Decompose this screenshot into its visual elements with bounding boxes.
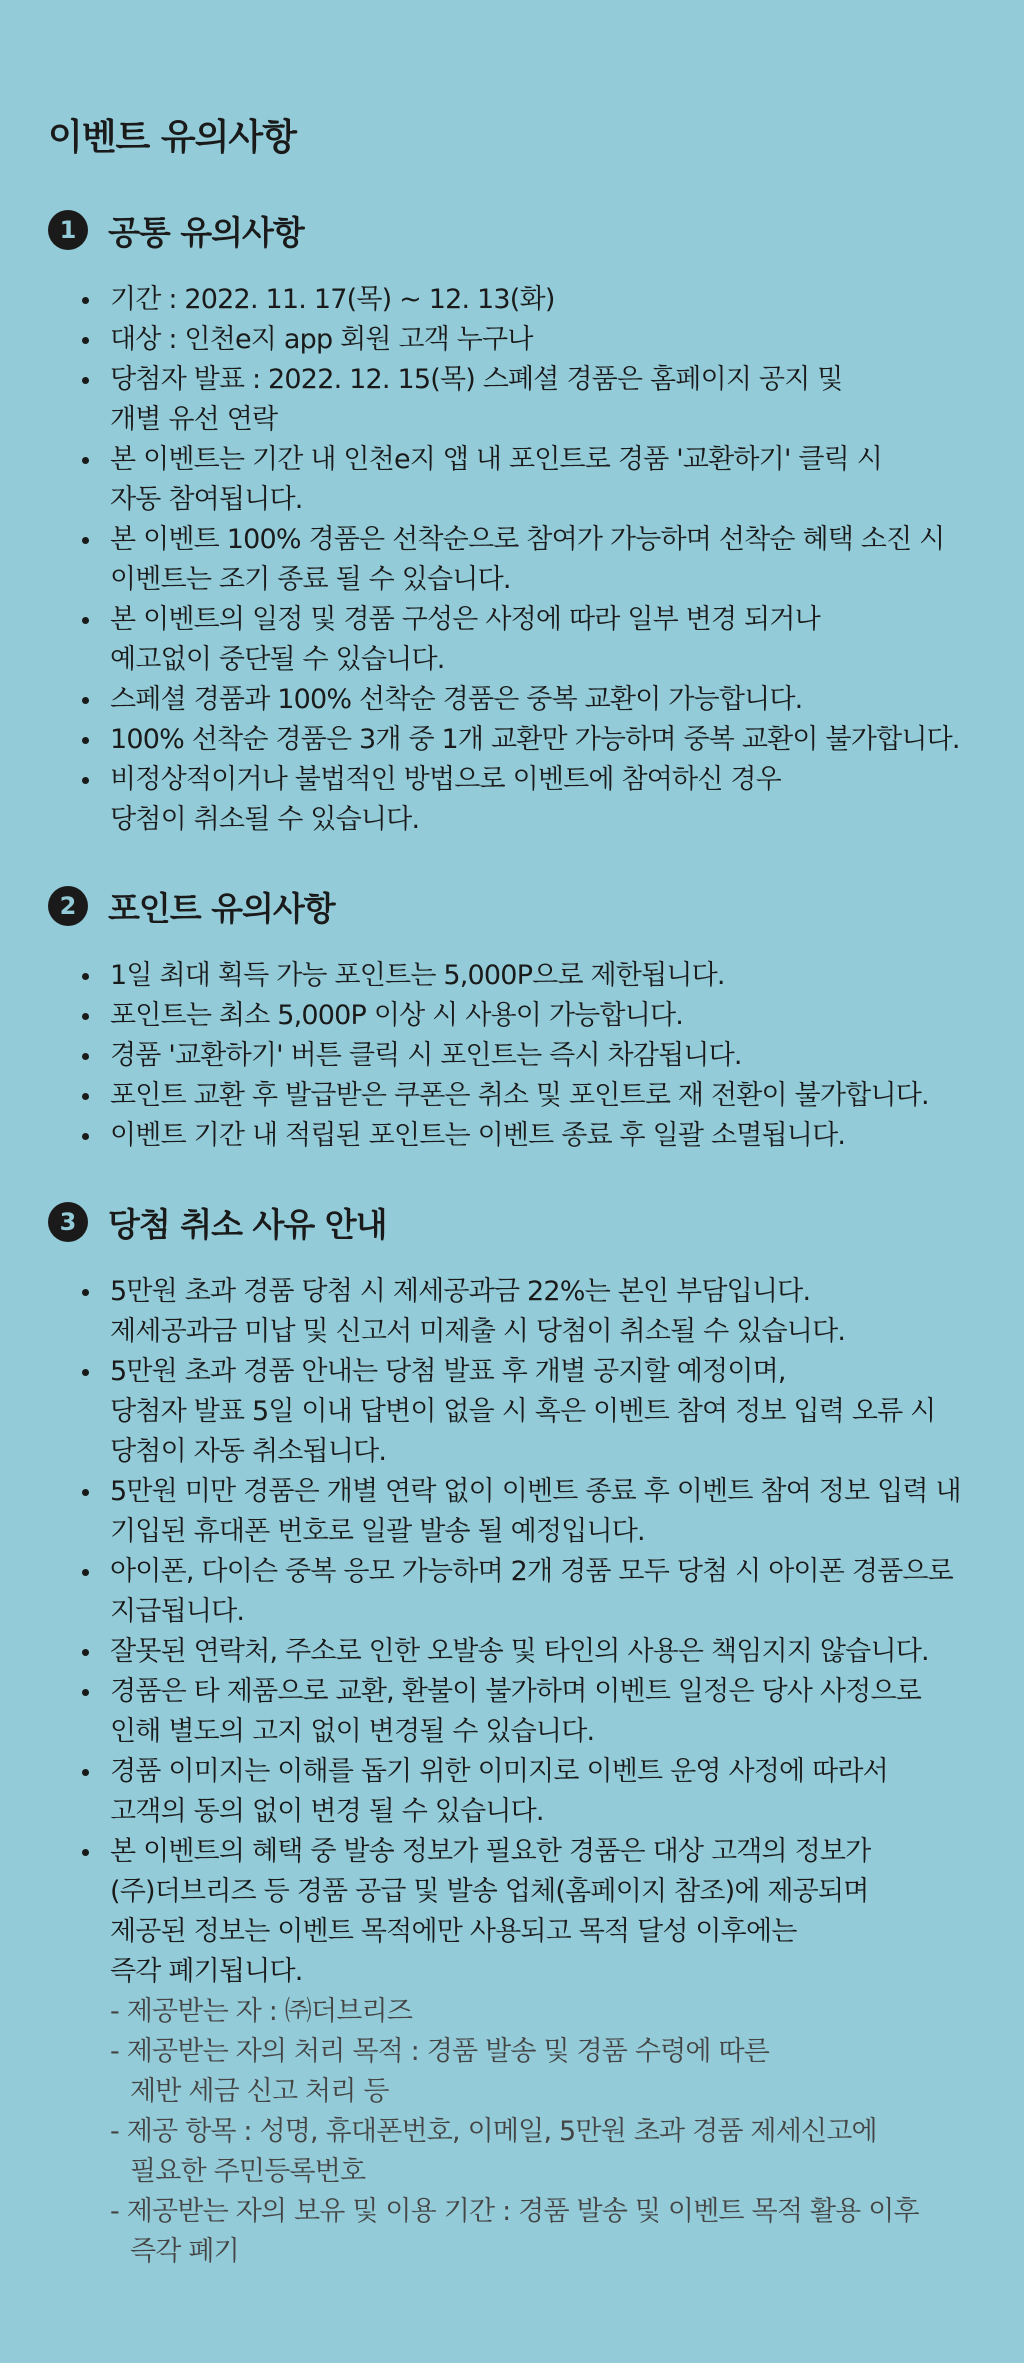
section-header [48,204,984,256]
list-item: 본 이벤트 100% 경품은 선착순으로 참여가 가능하며 선착순 혜택 소진 시 이벤트는 조기 종료 될 수 있습니다. [80,520,984,600]
list-item: 경품 이미지는 이해를 돕기 위한 이미지로 이벤트 운영 사정에 따라서 고객의 동의 없이 변경 될 수 있습니다. [80,1752,984,1832]
page-title: 이벤트 유의사항 [48,117,296,158]
list-item: 포인트 교환 후 발급받은 쿠폰은 취소 및 포인트로 재 전환이 불가합니다. [80,1076,984,1116]
sub-list [80,1992,984,2272]
list-item: 경품은 타 제품으로 교환, 환불이 불가하며 이벤트 일정은 당사 사정으로 인해 별도의 고지 없이 변경될 수 있습니다. [80,1672,984,1752]
sub-list-item: - 제공받는 자 : ㈜더브리즈 [110,1996,413,2027]
section-header [48,880,984,932]
number-badge: 1 [48,210,88,250]
sub-list-item: - 제공받는 자의 처리 목적 : 경품 발송 및 경품 수령에 따른 제반 세금 신고 처리 등 [110,2036,770,2107]
section-title: 공통 유의사항 [108,212,304,252]
section-title: 당첨 취소 사유 안내 [108,1204,387,1244]
list-item: 100% 선착순 경품은 3개 중 1개 교환만 가능하며 중복 교환이 불가합니다. [80,720,984,760]
list-item: 본 이벤트의 일정 및 경품 구성은 사정에 따라 일부 변경 되거나 예고없이 중단될 수 있습니다. [80,600,984,680]
section-point-notice [48,880,984,1156]
list-item: 본 이벤트는 기간 내 인천e지 앱 내 포인트로 경품 '교환하기' 클릭 시 자동 참여됩니다. [80,440,984,520]
section-header [48,1196,984,1248]
list-item: 아이폰, 다이슨 중복 응모 가능하며 2개 경품 모두 당첨 시 아이폰 경품으로 지급됩니다. [80,1552,984,1632]
list-item: 경품 '교환하기' 버튼 클릭 시 포인트는 즉시 차감됩니다. [80,1036,984,1076]
section-common-notice [48,204,984,840]
list-item: 당첨자 발표 : 2022. 12. 15(목) 스폐셜 경품은 홈페이지 공지 및 개별 유선 연락 [80,360,984,440]
number-badge: 2 [48,886,88,926]
list-item: 잘못된 연락처, 주소로 인한 오발송 및 타인의 사용은 책임지지 않습니다. [80,1632,984,1672]
list-item: 이벤트 기간 내 적립된 포인트는 이벤트 종료 후 일괄 소멸됩니다. [80,1116,984,1156]
sub-list-item: - 제공받는 자의 보유 및 이용 기간 : 경품 발송 및 이벤트 목적 활용 이후 즉각 폐기 [110,2196,919,2267]
list-item: 5만원 초과 경품 안내는 당첨 발표 후 개별 공지할 예정이며, 당첨자 발표 5일 이내 답변이 없을 시 혹은 이벤트 참여 정보 입력 오류 시 당첨이 자동 취소됩니다. [80,1352,984,1472]
list-item: 스페셜 경품과 100% 선착순 경품은 중복 교환이 가능합니다. [80,680,984,720]
bullet-list [48,956,984,1156]
list-item: 포인트는 최소 5,000P 이상 시 사용이 가능합니다. [80,996,984,1036]
section-cancellation-notice [48,1196,984,2272]
list-item: 기간 : 2022. 11. 17(목) ~ 12. 13(화) [80,280,984,320]
sub-list-item: - 제공 항목 : 성명, 휴대폰번호, 이메일, 5만원 초과 경품 제세신고에 필요한 주민등록번호 [110,2116,877,2187]
list-item: 1일 최대 획득 가능 포인트는 5,000P으로 제한됩니다. [80,956,984,996]
section-title: 포인트 유의사항 [108,888,335,928]
list-item: 비정상적이거나 불법적인 방법으로 이벤트에 참여하신 경우 당첨이 취소될 수 있습니다. [80,760,984,840]
bullet-list [48,1272,984,1992]
number-badge: 3 [48,1202,88,1242]
list-item: 본 이벤트의 혜택 중 발송 정보가 필요한 경품은 대상 고객의 정보가 (주)더브리즈 등 경품 공급 및 발송 업체(홈페이지 참조)에 제공되며 제공된 정보는 이벤트 목적에만 사용되고 목적 달성 이후에는 즉각 폐기됩니다. [80,1832,984,1992]
list-item: 5만원 초과 경품 당첨 시 제세공과금 22%는 본인 부담입니다. 제세공과금 미납 및 신고서 미제출 시 당첨이 취소될 수 있습니다. [80,1272,984,1352]
bullet-list [48,280,984,840]
list-item: 5만원 미만 경품은 개별 연락 없이 이벤트 종료 후 이벤트 참여 정보 입력 내 기입된 휴대폰 번호로 일괄 발송 될 예정입니다. [80,1472,984,1552]
list-item: 대상 : 인천e지 app 회원 고객 누구나 [80,320,984,360]
